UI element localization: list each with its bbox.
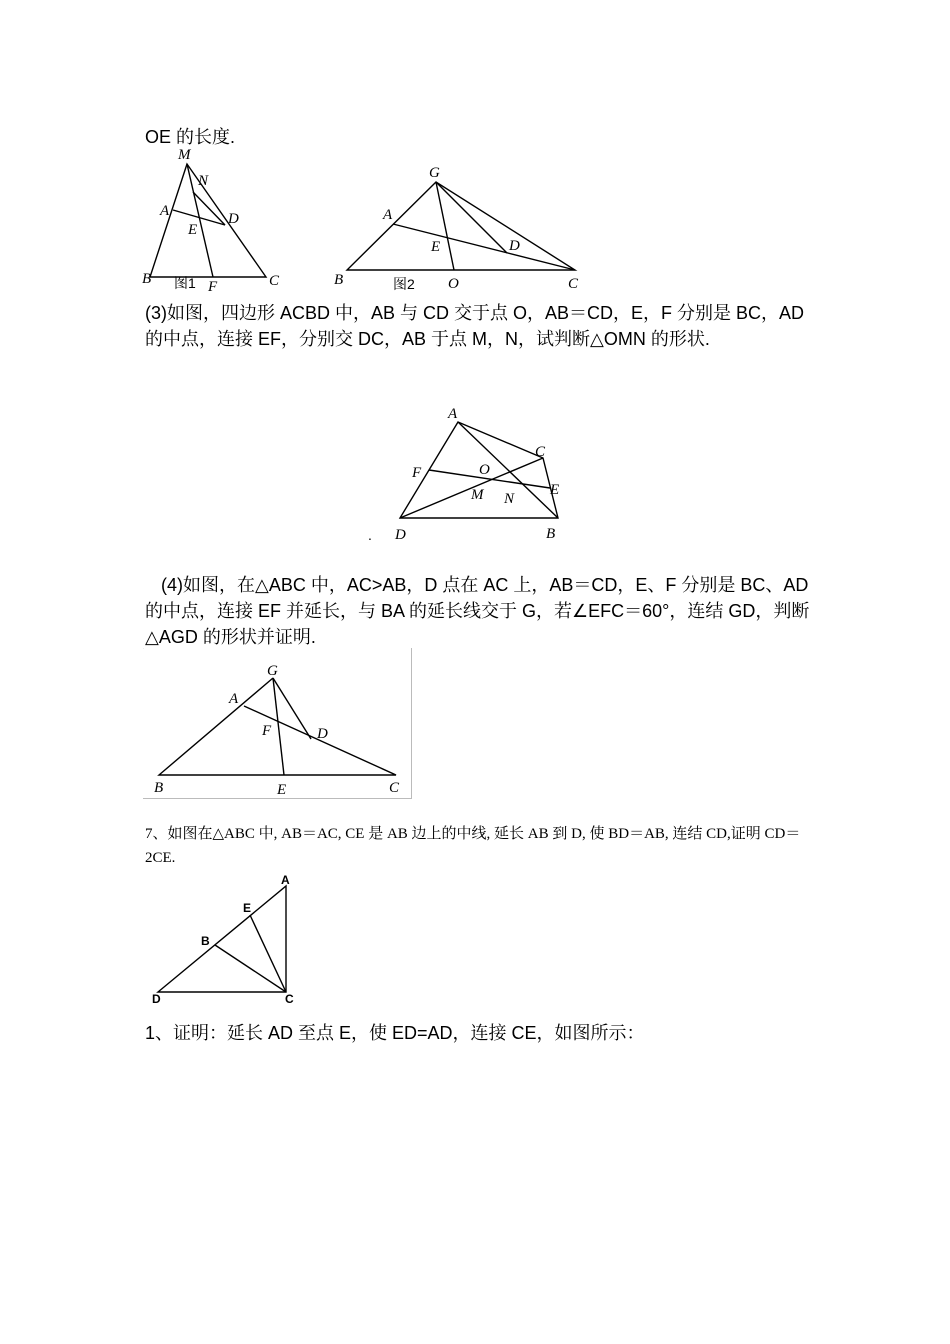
- fig2-label-o: O: [448, 276, 459, 292]
- fig2-caption: 图2: [393, 276, 415, 292]
- fig5-triangle-adc: [158, 886, 286, 992]
- fig2-label-b: B: [334, 272, 344, 288]
- fig4-label-d: D: [317, 726, 328, 742]
- fig4-label-f: F: [262, 723, 272, 739]
- figure-5: [145, 868, 315, 1008]
- figure-4: [143, 648, 413, 803]
- fig4-label-b: B: [154, 780, 164, 796]
- fig1-label-a: A: [160, 203, 170, 219]
- figure-3: [360, 400, 580, 545]
- fig2-label-e: E: [431, 239, 441, 255]
- fig4-label-g: G: [267, 663, 278, 679]
- fig2-line-gd: [436, 182, 507, 253]
- question-4-text: (4)如图，在△ABC 中，AC>AB，D 点在 AC 上，AB＝CD，E、F 分别是 BC、AD 的中点，连接 EF 并延长，与 BA 的延长线交于 G，若∠EFC＝60°，连结 GD，判断△AGD 的形状并证明.: [145, 575, 810, 647]
- fig2-label-d: D: [509, 238, 520, 254]
- fig1-label-f: F: [208, 279, 218, 295]
- fig3-label-c: C: [535, 444, 546, 460]
- fig3-label-e: E: [550, 482, 560, 498]
- fig2-label-a: A: [383, 207, 393, 223]
- fig3-stray-dot: .: [368, 527, 372, 543]
- fig4-label-c: C: [389, 780, 400, 796]
- fig5-label-c: C: [285, 992, 294, 1006]
- fig3-label-b: B: [546, 526, 556, 542]
- fig3-label-a: A: [448, 406, 458, 422]
- fig4-label-a: A: [229, 691, 239, 707]
- fig1-caption: 图1: [174, 275, 196, 291]
- fig1-label-d: D: [228, 211, 239, 227]
- fig1-label-c: C: [269, 273, 280, 289]
- question-3-text: (3)如图，四边形 ACBD 中，AB 与 CD 交于点 O，AB＝CD，E，F 分别是 BC，AD 的中点，连接 EF，分别交 DC，AB 于点 M，N，试判断△OMN 的形状.: [145, 303, 805, 349]
- figure-2: [330, 160, 590, 295]
- fig1-label-n: N: [198, 173, 209, 189]
- figure-1: [140, 145, 290, 295]
- fig1-label-b: B: [142, 271, 152, 287]
- fig4-lines-gbca: [159, 678, 396, 775]
- fig3-label-d: D: [395, 527, 406, 543]
- fig3-label-o: O: [479, 462, 490, 478]
- proof-1-text: 1、证明：延长 AD 至点 E，使 ED=AD，连接 CE，如图所示：: [145, 1023, 645, 1043]
- fig1-label-m: M: [178, 147, 191, 163]
- fig2-label-c: C: [568, 276, 579, 292]
- fig3-label-f: F: [412, 465, 422, 481]
- fig5-label-d: D: [152, 992, 161, 1006]
- fig5-label-e: E: [243, 901, 252, 915]
- oe-length-text: OE 的长度.: [145, 127, 236, 147]
- fig3-label-m: M: [471, 487, 484, 503]
- question-7-text: 7、如图在△ABC 中, AB＝AC, CE 是 AB 边上的中线, 延长 AB 到 D, 使 BD＝AB, 连结 CD,证明 CD＝2CE.: [145, 826, 801, 866]
- fig1-label-e: E: [188, 222, 198, 238]
- fig2-line-go: [436, 182, 454, 270]
- fig2-label-g: G: [429, 165, 440, 181]
- fig5-label-b: B: [201, 934, 210, 948]
- fig2-triangle-gbc: [347, 182, 575, 270]
- fig5-label-a: A: [281, 873, 290, 887]
- fig3-label-n: N: [504, 491, 515, 507]
- fig4-label-e: E: [277, 782, 287, 798]
